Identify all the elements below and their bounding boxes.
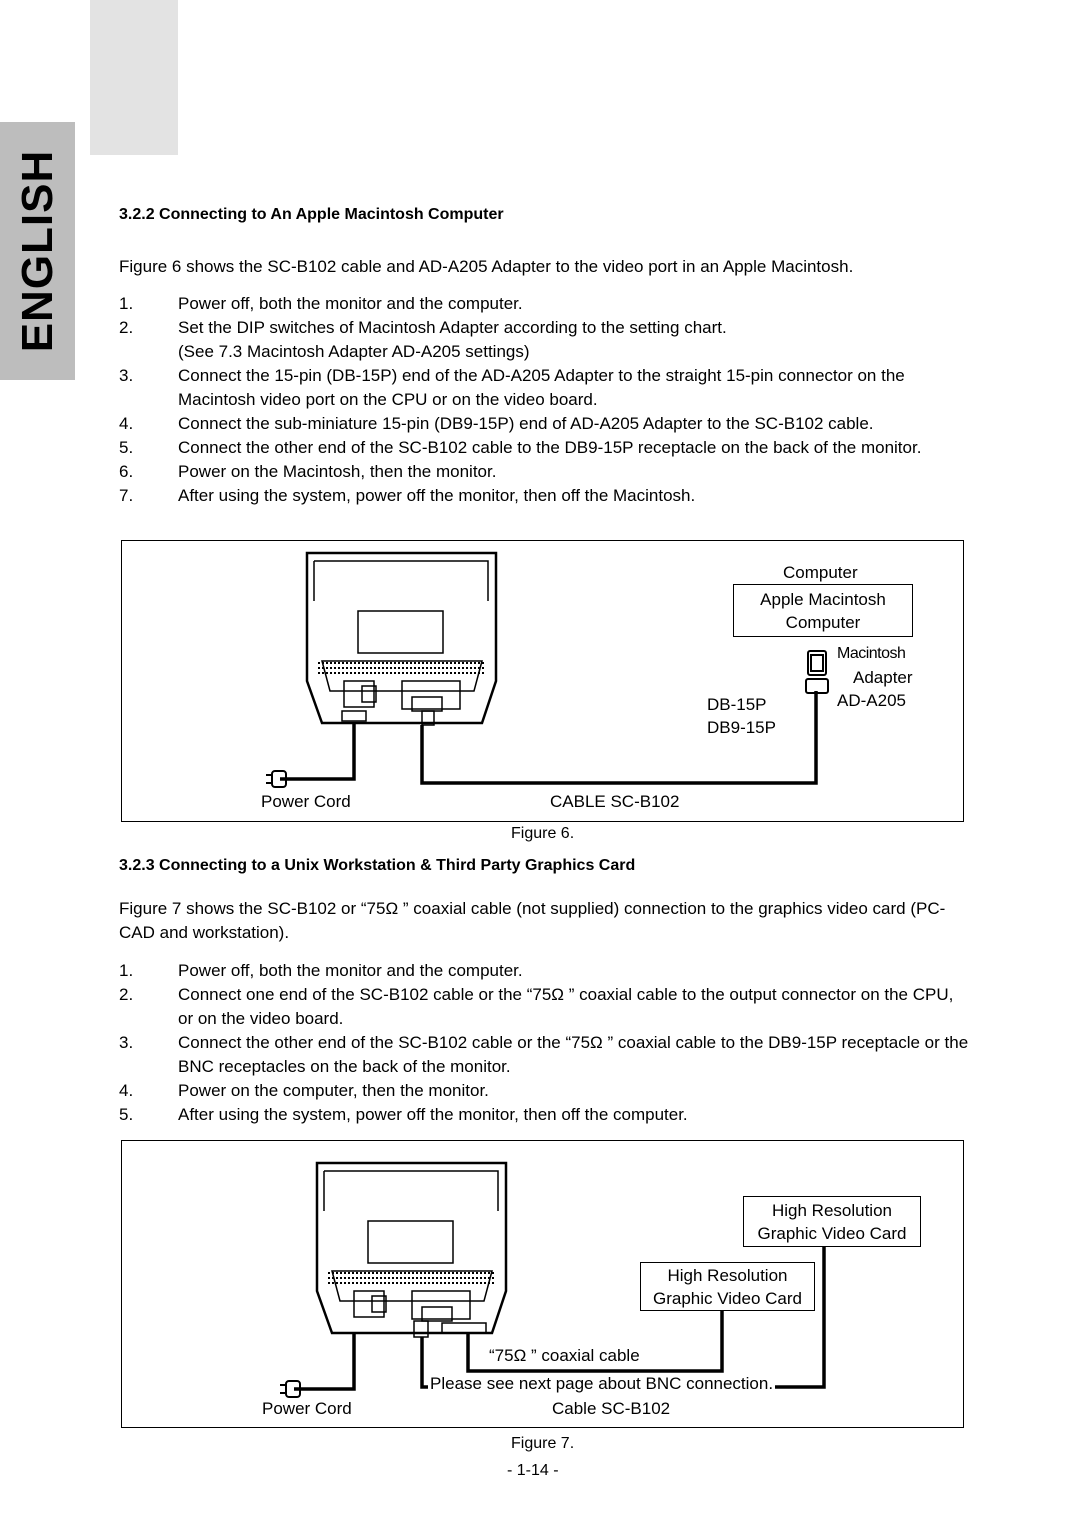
list-item: 2. Set the DIP switches of Macintosh Adapter according to the setting chart. (See 7.3 Macintosh Adapter AD-A205 settings) [119,318,727,361]
card2-line2: Graphic Video Card [653,1289,802,1308]
list-item: 2. Connect one end of the SC-B102 cable or the “75Ω ” coaxial cable to the output connector on the CPU, or on the video board. [119,985,954,1028]
section-heading-unix: 3.2.3 Connecting to a Unix Workstation & Third Party Graphics Card [119,857,636,874]
figure-7-caption: Figure 7. [511,1435,575,1452]
language-side-tab [0,122,75,380]
figure-7-diagram [121,1140,964,1428]
steps-list-unix [119,959,969,1127]
box-line1: Apple Macintosh [760,590,886,609]
db915p-label: DB9-15P [707,718,776,737]
section-intro-mac: Figure 6 shows the SC-B102 cable and AD-A205 Adapter to the video port in an Apple Macintosh. [119,257,854,276]
figure-6-diagram [121,540,964,822]
card1-line2: Graphic Video Card [757,1224,907,1243]
card2-line1: High Resolution [667,1266,788,1285]
section-heading-mac: 3.2.2 Connecting to An Apple Macintosh Computer [119,206,504,223]
steps-list-mac [119,292,969,508]
list-item: 5. Connect the other end of the SC-B102 cable to the DB9-15P receptacle on the back of the monitor. [119,438,922,457]
list-item: 4. Connect the sub-miniature 15-pin (DB9-15P) end of AD-A205 Adapter to the SC-B102 cable. [119,414,874,433]
list-item: 1. Power off, both the monitor and the computer. [119,961,523,980]
coax-cable-label: “75Ω ” coaxial cable [489,1346,640,1365]
bnc-note-label: Please see next page about BNC connection. [430,1374,774,1393]
power-cord-label: Power Cord [261,792,351,811]
computer-label: Computer [783,563,858,582]
card1-line1: High Resolution [771,1201,892,1220]
list-item: 1. Power off, both the monitor and the computer. [119,294,523,313]
header-gray-block [90,0,178,155]
cable-label: CABLE SC-B102 [550,792,680,811]
apple-macintosh-box [733,584,913,637]
adapter-label: Adapter [853,668,913,687]
list-item: 7. After using the system, power off the monitor, then off the Macintosh. [119,486,696,505]
list-item: 5. After using the system, power off the monitor, then off the computer. [119,1105,688,1124]
language-label: ENGLISH [12,149,62,353]
list-item: 6. Power on the Macintosh, then the monitor. [119,462,497,481]
video-card-box-2 [640,1262,815,1311]
figure-6-caption: Figure 6. [511,825,575,842]
box-line2: Computer [785,613,861,632]
list-item: 4. Power on the computer, then the monitor. [119,1081,489,1100]
list-item: 3. Connect the 15-pin (DB-15P) end of the AD-A205 Adapter to the straight 15-pin connector on the Macintosh video port on the CPU or on the video board. [119,366,905,409]
figure-6-illustration [122,541,963,821]
macintosh-label: Macintosh [837,645,906,662]
db15p-label: DB-15P [707,695,767,714]
page-number: - 1-14 - [507,1462,559,1479]
video-card-box-1 [743,1196,921,1247]
power-cord-label: Power Cord [262,1399,352,1418]
adapter-model-label: AD-A205 [837,691,906,710]
cable-label: Cable SC-B102 [552,1399,671,1418]
list-item: 3. Connect the other end of the SC-B102 cable or the “75Ω ” coaxial cable to the DB9-15P receptacle or the BNC receptacles on the back of the monitor. [119,1033,969,1076]
section-intro-unix: Figure 7 shows the SC-B102 or “75Ω ” coaxial cable (not supplied) connection to the graphics video card (PC-CAD and workstation). [119,899,946,942]
